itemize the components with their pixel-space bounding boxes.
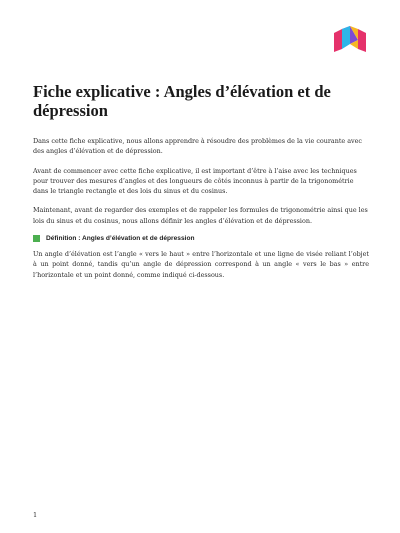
prerequisite-paragraph: Avant de commencer avec cette fiche explicative, il est important d’être à l’aise avec les techniques pour trouver des mesures d’angles et des longueurs de côtés inconnus à partir de la trigonométrie dans le triangle rectangle et des lois du sinus et du cosinus. [33,166,357,196]
intro-paragraph: Dans cette fiche explicative, nous allons apprendre à résoudre des problèmes de la vie courante avec des angles d’élévation et de dépression. [33,137,362,156]
definition-heading [33,235,369,242]
transition-paragraph: Maintenant, avant de regarder des exemples et de rappeler les formules de trigonométrie ainsi que les lois du sinus et du cosinus, nous allons définir les angles d’élévation et de dépression. [33,206,368,225]
definition-body: Un angle d’élévation est l’angle « vers le haut » entre l’horizontale et une ligne de visée reliant l’objet à un point donné, tandis qu’un angle de dépression correspond à un angle « vers le bas » entre l’horizontale et un point donné, comme indiqué ci-dessous. [33,250,369,279]
brand-logo-icon [334,26,366,52]
document-content [33,82,369,289]
page-title: Fiche explicative : Angles d’élévation et de dépression [33,82,331,120]
page-number: 1 [33,511,38,519]
definition-heading-label: Définition : Angles d’élévation et de dépression [46,235,195,243]
green-square-icon [33,235,40,242]
